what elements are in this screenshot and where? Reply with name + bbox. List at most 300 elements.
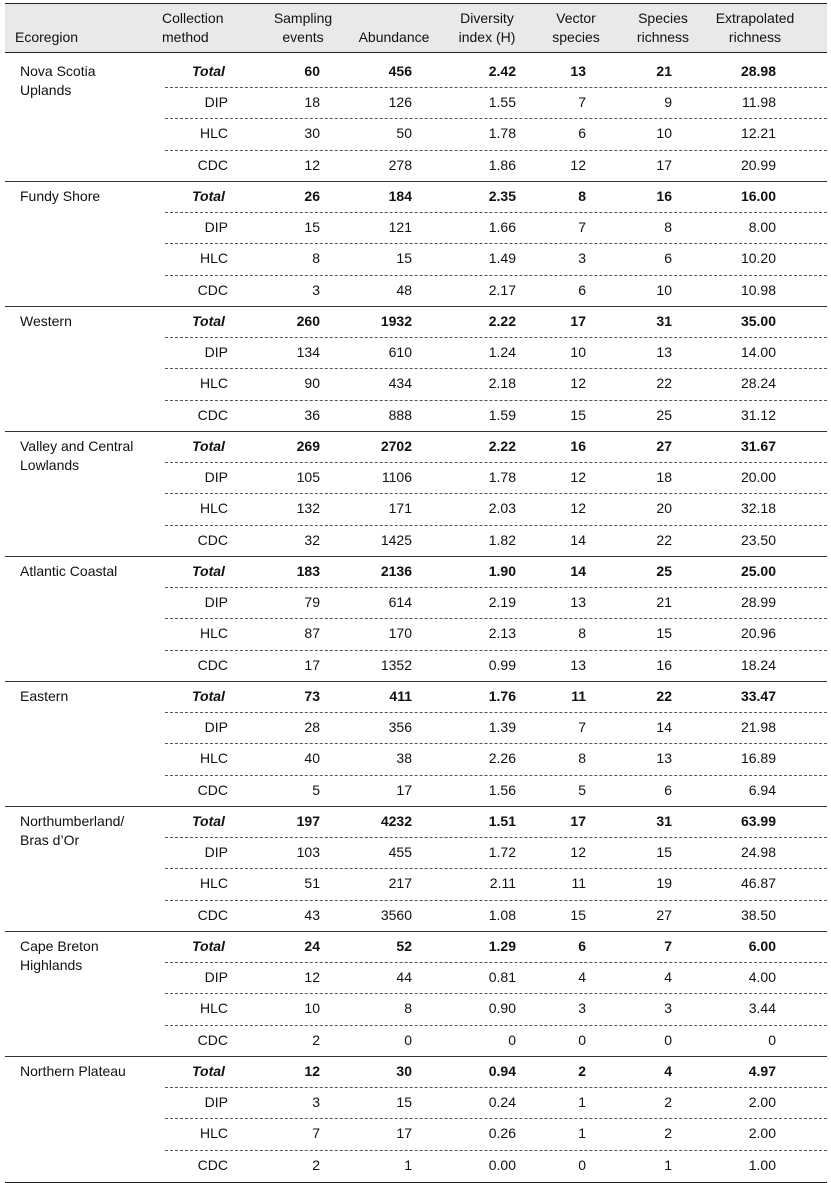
cell-extrapolated-richness: 32.18 [740,500,776,517]
ecoregion-name: Fundy Shore [20,188,101,204]
cell-vector-species: 7 [578,719,586,736]
cell-diversity-index: 1.78 [488,125,516,142]
cell-abundance: 3560 [380,906,412,923]
method-label: DIP [204,469,228,486]
row-divider [165,587,827,588]
ecoregion-name: Western [20,313,72,329]
cell-vector-species: 12 [570,375,586,392]
cell-vector-species: 0 [578,1031,586,1048]
method-label: CDC [197,1031,228,1048]
cell-extrapolated-richness: 38.50 [740,906,776,923]
cell-sampling-events: 10 [304,1000,320,1017]
cell-sampling-events: 12 [304,969,320,986]
cell-diversity-index: 1.66 [488,219,516,236]
cell-extrapolated-richness: 23.50 [740,531,776,548]
cell-abundance: 0 [404,1031,412,1048]
header-ecoregion: Ecoregion [15,29,79,45]
method-label: DIP [204,719,228,736]
cell-diversity-index: 2.17 [488,281,516,298]
cell-sampling-events: 28 [304,719,320,736]
cell-species-richness: 4 [664,1063,672,1079]
row-divider [165,743,827,744]
cell-sampling-events: 134 [296,344,320,361]
cell-diversity-index: 0.99 [488,656,516,673]
cell-species-richness: 22 [656,375,672,392]
cell-sampling-events: 60 [304,63,320,79]
cell-species-richness: 15 [656,625,672,642]
method-label: CDC [197,906,228,923]
cell-extrapolated-richness: 16.00 [740,188,776,204]
cell-species-richness: 13 [656,344,672,361]
cell-vector-species: 2 [578,1063,586,1079]
row-divider [165,1087,827,1088]
cell-sampling-events: 24 [304,938,320,954]
row-divider [165,337,827,338]
cell-abundance: 217 [388,875,412,892]
cell-sampling-events: 32 [304,531,320,548]
cell-abundance: 171 [388,500,412,517]
header-extrapolated-richness: Extrapolated richness [715,10,795,45]
cell-species-richness: 19 [656,875,672,892]
cell-diversity-index: 2.19 [488,594,516,611]
cell-diversity-index: 0.90 [488,1000,516,1017]
method-label: CDC [197,406,228,423]
cell-diversity-index: 0.81 [488,969,516,986]
cell-extrapolated-richness: 4.00 [748,969,776,986]
cell-abundance: 1352 [380,656,412,673]
cell-extrapolated-richness: 25.00 [740,563,776,579]
cell-abundance: 17 [396,781,412,798]
header-abundance: Abundance [358,29,430,45]
method-label: CDC [197,656,228,673]
method-label: CDC [197,531,228,548]
cell-diversity-index: 2.13 [488,625,516,642]
cell-abundance: 4232 [380,813,412,829]
row-divider [165,400,827,401]
cell-diversity-index: 1.51 [488,813,516,829]
method-label: Total [192,188,225,204]
method-label: DIP [204,1094,228,1111]
cell-abundance: 121 [388,219,412,236]
table-header [5,4,827,53]
row-divider [165,87,827,88]
header-species-richness: Species richness [636,10,690,45]
cell-sampling-events: 7 [312,1125,320,1142]
cell-species-richness: 10 [656,125,672,142]
method-label: CDC [197,1156,228,1173]
method-label: DIP [204,94,228,111]
cell-diversity-index: 0.24 [488,1094,516,1111]
cell-abundance: 356 [388,719,412,736]
cell-diversity-index: 1.08 [488,906,516,923]
cell-vector-species: 13 [570,656,586,673]
cell-vector-species: 12 [570,844,586,861]
cell-species-richness: 22 [656,531,672,548]
cell-sampling-events: 73 [304,688,320,704]
group-separator [5,306,827,307]
cell-extrapolated-richness: 6.94 [748,781,776,798]
cell-vector-species: 8 [578,188,586,204]
cell-abundance: 8 [404,1000,412,1017]
cell-extrapolated-richness: 21.98 [740,719,776,736]
cell-diversity-index: 1.76 [488,688,516,704]
cell-vector-species: 16 [570,438,586,454]
cell-sampling-events: 87 [304,625,320,642]
row-divider [165,962,827,963]
cell-species-richness: 6 [664,250,672,267]
cell-diversity-index: 1.49 [488,250,516,267]
cell-species-richness: 27 [656,906,672,923]
cell-species-richness: 4 [664,969,672,986]
cell-abundance: 411 [389,688,412,704]
cell-diversity-index: 0 [508,1031,516,1048]
method-label: DIP [204,594,228,611]
row-divider [165,275,827,276]
cell-species-richness: 6 [664,781,672,798]
cell-vector-species: 15 [570,406,586,423]
cell-vector-species: 6 [578,281,586,298]
cell-species-richness: 17 [656,156,672,173]
cell-sampling-events: 2 [312,1156,320,1173]
header-sampling-events: Sampling events [273,10,333,45]
cell-species-richness: 21 [656,594,672,611]
method-label: HLC [199,875,228,892]
cell-species-richness: 25 [656,406,672,423]
cell-vector-species: 17 [570,813,586,829]
cell-vector-species: 11 [571,875,586,892]
cell-diversity-index: 1.86 [488,156,516,173]
method-label: Total [192,63,225,79]
cell-abundance: 456 [388,63,412,79]
cell-diversity-index: 1.55 [488,94,516,111]
cell-extrapolated-richness: 10.98 [740,281,776,298]
cell-sampling-events: 36 [304,406,320,423]
cell-extrapolated-richness: 12.21 [740,125,776,142]
cell-diversity-index: 1.29 [488,938,516,954]
row-divider [165,212,827,213]
cell-species-richness: 14 [656,719,672,736]
method-label: HLC [199,750,228,767]
method-label: CDC [197,156,228,173]
cell-abundance: 48 [396,281,412,298]
cell-diversity-index: 2.22 [488,313,516,329]
cell-abundance: 610 [388,344,412,361]
method-label: Total [192,688,225,704]
group-separator [5,681,827,682]
cell-species-richness: 13 [656,750,672,767]
row-divider [165,775,827,776]
cell-vector-species: 6 [578,125,586,142]
cell-sampling-events: 15 [304,219,320,236]
cell-extrapolated-richness: 20.96 [740,625,776,642]
cell-sampling-events: 90 [304,375,320,392]
header-collection-method: Collection method [162,10,224,45]
ecoregion-name: Nova Scotia Uplands [20,63,96,98]
cell-species-richness: 27 [656,438,672,454]
group-separator [5,931,827,932]
cell-species-richness: 31 [656,313,672,329]
cell-abundance: 38 [396,750,412,767]
cell-species-richness: 9 [664,94,672,111]
cell-vector-species: 12 [570,500,586,517]
cell-diversity-index: 2.35 [488,188,516,204]
cell-abundance: 52 [396,938,412,954]
ecoregion-name: Cape Breton Highlands [20,938,99,973]
cell-vector-species: 15 [570,906,586,923]
cell-abundance: 1425 [380,531,412,548]
cell-sampling-events: 260 [296,313,320,329]
cell-abundance: 1106 [381,469,412,486]
cell-sampling-events: 79 [304,594,320,611]
row-divider [165,118,827,119]
group-separator [5,556,827,557]
cell-sampling-events: 30 [304,125,320,142]
cell-vector-species: 10 [570,344,586,361]
cell-species-richness: 20 [656,500,672,517]
cell-abundance: 184 [388,188,412,204]
cell-diversity-index: 1.56 [488,781,516,798]
row-divider [165,525,827,526]
cell-species-richness: 21 [656,63,672,79]
method-label: DIP [204,844,228,861]
row-divider [165,1025,827,1026]
row-divider [165,1118,827,1119]
group-separator [5,431,827,432]
cell-species-richness: 0 [664,1031,672,1048]
cell-vector-species: 8 [578,625,586,642]
cell-abundance: 15 [396,1094,412,1111]
cell-extrapolated-richness: 8.00 [748,219,776,236]
cell-diversity-index: 1.39 [488,719,516,736]
method-label: HLC [199,1125,228,1142]
cell-species-richness: 31 [656,813,672,829]
method-label: HLC [199,375,228,392]
data-table [5,3,827,1183]
cell-extrapolated-richness: 11.98 [742,94,776,111]
cell-sampling-events: 3 [312,281,320,298]
cell-extrapolated-richness: 63.99 [740,813,776,829]
row-divider [165,993,827,994]
cell-vector-species: 14 [570,531,586,548]
cell-extrapolated-richness: 10.20 [740,250,776,267]
cell-vector-species: 6 [578,938,586,954]
cell-vector-species: 7 [578,94,586,111]
cell-vector-species: 14 [570,563,586,579]
method-label: HLC [199,1000,228,1017]
cell-species-richness: 16 [656,188,672,204]
cell-sampling-events: 105 [296,469,320,486]
cell-extrapolated-richness: 0 [768,1031,776,1048]
method-label: Total [192,438,225,454]
cell-vector-species: 1 [578,1094,586,1111]
cell-vector-species: 3 [578,250,586,267]
cell-sampling-events: 3 [312,1094,320,1111]
cell-abundance: 170 [388,625,412,642]
cell-sampling-events: 12 [304,156,320,173]
cell-extrapolated-richness: 20.99 [740,156,776,173]
cell-sampling-events: 269 [296,438,320,454]
cell-extrapolated-richness: 24.98 [740,844,776,861]
cell-diversity-index: 1.90 [488,563,516,579]
cell-abundance: 455 [388,844,412,861]
header-diversity-index: Diversity index (H) [458,10,516,45]
cell-extrapolated-richness: 31.67 [740,438,776,454]
method-label: Total [192,938,225,954]
cell-diversity-index: 1.78 [488,469,516,486]
cell-vector-species: 17 [570,313,586,329]
cell-species-richness: 8 [664,219,672,236]
cell-diversity-index: 0.26 [488,1125,516,1142]
cell-species-richness: 7 [664,938,672,954]
cell-species-richness: 22 [656,688,672,704]
row-divider [165,243,827,244]
method-label: HLC [199,250,228,267]
cell-species-richness: 18 [656,469,672,486]
header-vector-species: Vector species [552,10,600,45]
cell-vector-species: 4 [578,969,586,986]
cell-sampling-events: 132 [296,500,320,517]
cell-abundance: 1 [404,1156,412,1173]
row-divider [165,618,827,619]
cell-extrapolated-richness: 28.24 [740,375,776,392]
method-label: HLC [199,625,228,642]
cell-diversity-index: 1.59 [488,406,516,423]
cell-abundance: 1932 [380,313,412,329]
cell-abundance: 888 [388,406,412,423]
cell-diversity-index: 0.94 [488,1063,516,1079]
method-label: Total [192,813,225,829]
row-divider [165,712,827,713]
cell-extrapolated-richness: 28.99 [740,594,776,611]
cell-extrapolated-richness: 3.44 [748,1000,776,1017]
method-label: Total [192,563,225,579]
cell-extrapolated-richness: 2.00 [748,1094,776,1111]
cell-diversity-index: 1.82 [488,531,516,548]
row-divider [165,150,827,151]
cell-sampling-events: 43 [304,906,320,923]
cell-vector-species: 0 [578,1156,586,1173]
cell-diversity-index: 2.26 [488,750,516,767]
cell-abundance: 2136 [380,563,412,579]
cell-sampling-events: 5 [312,781,320,798]
ecoregion-name: Northumberland/ Bras d’Or [20,813,125,848]
cell-extrapolated-richness: 46.87 [740,875,776,892]
cell-extrapolated-richness: 18.24 [740,656,776,673]
cell-abundance: 30 [396,1063,412,1079]
ecoregion-name: Atlantic Coastal [20,563,118,579]
cell-species-richness: 1 [664,1156,672,1173]
cell-sampling-events: 12 [304,1063,320,1079]
cell-species-richness: 2 [664,1125,672,1142]
cell-diversity-index: 1.24 [488,344,516,361]
group-separator [5,1056,827,1057]
cell-extrapolated-richness: 4.97 [748,1063,776,1079]
cell-species-richness: 10 [656,281,672,298]
cell-vector-species: 1 [578,1125,586,1142]
cell-sampling-events: 51 [304,875,320,892]
cell-diversity-index: 1.72 [488,844,516,861]
row-divider [165,493,827,494]
method-label: HLC [199,500,228,517]
cell-extrapolated-richness: 16.89 [740,750,776,767]
cell-abundance: 44 [396,969,412,986]
cell-diversity-index: 2.18 [488,375,516,392]
cell-vector-species: 12 [570,469,586,486]
cell-vector-species: 8 [578,750,586,767]
cell-species-richness: 16 [656,656,672,673]
cell-extrapolated-richness: 2.00 [748,1125,776,1142]
cell-diversity-index: 2.22 [488,438,516,454]
cell-diversity-index: 0.00 [488,1156,516,1173]
cell-vector-species: 12 [570,156,586,173]
cell-sampling-events: 26 [304,188,320,204]
method-label: DIP [204,969,228,986]
cell-abundance: 278 [388,156,412,173]
group-separator [5,806,827,807]
cell-abundance: 614 [388,594,412,611]
method-label: CDC [197,281,228,298]
cell-diversity-index: 2.11 [489,875,516,892]
method-label: CDC [197,781,228,798]
row-divider [165,462,827,463]
method-label: Total [192,313,225,329]
cell-extrapolated-richness: 31.12 [740,406,776,423]
cell-abundance: 2702 [380,438,412,454]
cell-extrapolated-richness: 6.00 [748,938,776,954]
cell-abundance: 434 [388,375,412,392]
cell-vector-species: 5 [578,781,586,798]
cell-diversity-index: 2.03 [488,500,516,517]
row-divider [165,868,827,869]
cell-extrapolated-richness: 20.00 [740,469,776,486]
cell-species-richness: 25 [656,563,672,579]
cell-extrapolated-richness: 33.47 [740,688,776,704]
cell-sampling-events: 197 [296,813,320,829]
row-divider [165,837,827,838]
cell-extrapolated-richness: 1.00 [748,1156,776,1173]
method-label: Total [192,1063,225,1079]
cell-extrapolated-richness: 28.98 [740,63,776,79]
cell-sampling-events: 18 [304,94,320,111]
cell-sampling-events: 183 [296,563,320,579]
method-label: HLC [199,125,228,142]
cell-vector-species: 13 [570,594,586,611]
cell-sampling-events: 8 [312,250,320,267]
row-divider [165,650,827,651]
cell-extrapolated-richness: 35.00 [740,313,776,329]
cell-abundance: 126 [388,94,412,111]
group-separator [5,181,827,182]
ecoregion-name: Eastern [20,688,69,704]
cell-species-richness: 3 [664,1000,672,1017]
cell-abundance: 17 [396,1125,412,1142]
cell-abundance: 50 [396,125,412,142]
cell-abundance: 15 [396,250,412,267]
cell-vector-species: 13 [570,63,586,79]
cell-vector-species: 7 [578,219,586,236]
cell-sampling-events: 103 [296,844,320,861]
cell-extrapolated-richness: 14.00 [740,344,776,361]
cell-species-richness: 15 [656,844,672,861]
ecoregion-name: Valley and Central Lowlands [20,438,134,473]
cell-sampling-events: 40 [304,750,320,767]
cell-vector-species: 11 [571,688,586,704]
method-label: DIP [204,219,228,236]
cell-species-richness: 2 [664,1094,672,1111]
cell-sampling-events: 2 [312,1031,320,1048]
row-divider [165,368,827,369]
method-label: DIP [204,344,228,361]
